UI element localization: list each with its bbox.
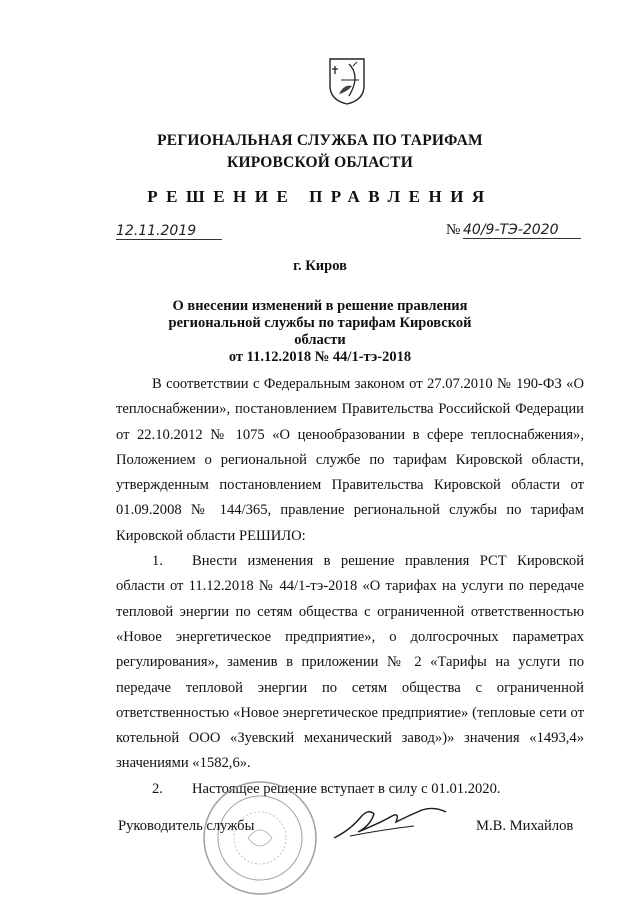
- subject-line1: О внесении изменений в решение правления: [172, 298, 468, 314]
- number-label: №: [446, 222, 461, 238]
- subject-line3: от 11.12.2018 № 44/1-тэ-2018: [228, 349, 412, 365]
- list-item: [116, 549, 584, 777]
- item-number: 1.: [152, 553, 163, 570]
- signatory-role: Руководитель службы: [118, 818, 255, 834]
- kirov-coat-of-arms-icon: [327, 56, 367, 106]
- official-seal-icon: [200, 778, 320, 898]
- subject-line2: региональной службы по тарифам Кировской области: [168, 315, 472, 348]
- document-type-title: РЕШЕНИЕ ПРАВЛЕНИЯ: [147, 187, 493, 206]
- intro-paragraph: В соответствии с Федеральным законом от 27.07.2010 № 190-ФЗ «О теплоснабжении», постановлением Правительства Российской Федерации от 22.10.2012 № 1075 «О ценообразовании в сфере теплоснабжения», Положением о региональной службе по тарифам Кировской области, утвержденным постановлением Правительства Кировской области от 01.09.2008 № 144/365, правление региональной службы по тарифам Кировской области РЕШИЛО:: [116, 376, 584, 544]
- list-item: [116, 777, 584, 802]
- document-body: [116, 372, 584, 802]
- city: г. Киров: [293, 258, 347, 274]
- item-text: Внести изменения в решение правления РСТ Кировской области от 11.12.2018 № 44/1-тэ-2018 «О тарифах на услуги по передаче тепловой энергии по сетям общества с ограниченной ответственностью «Новое энергетическое предприятие», о долгосрочных параметрах регулирования», заменив в приложении № 2 «Тарифы на услуги по передаче тепловой энергии по сетям общества с ограниченной ответственностью «Новое энергетическое предприятие» (тепловые сети от котельной ООО «Зуевский механический завод»)» значения «1493,4» значениями «1582,6».: [116, 553, 584, 772]
- item-text: Настоящее решение вступает в силу с 01.01.2020.: [192, 780, 501, 797]
- decision-date: 12.11.2019: [116, 223, 222, 240]
- organization-name-line1: РЕГИОНАЛЬНАЯ СЛУЖБА ПО ТАРИФАМ: [157, 132, 483, 149]
- document-subject: [150, 298, 490, 366]
- signatory-name: М.В. Михайлов: [476, 818, 574, 834]
- organization-name-line2: КИРОВСКОЙ ОБЛАСТИ: [227, 154, 413, 171]
- decision-number: 40/9-ТЭ-2020: [463, 222, 581, 239]
- item-number: 2.: [152, 780, 163, 797]
- handwritten-signature-icon: [330, 800, 450, 845]
